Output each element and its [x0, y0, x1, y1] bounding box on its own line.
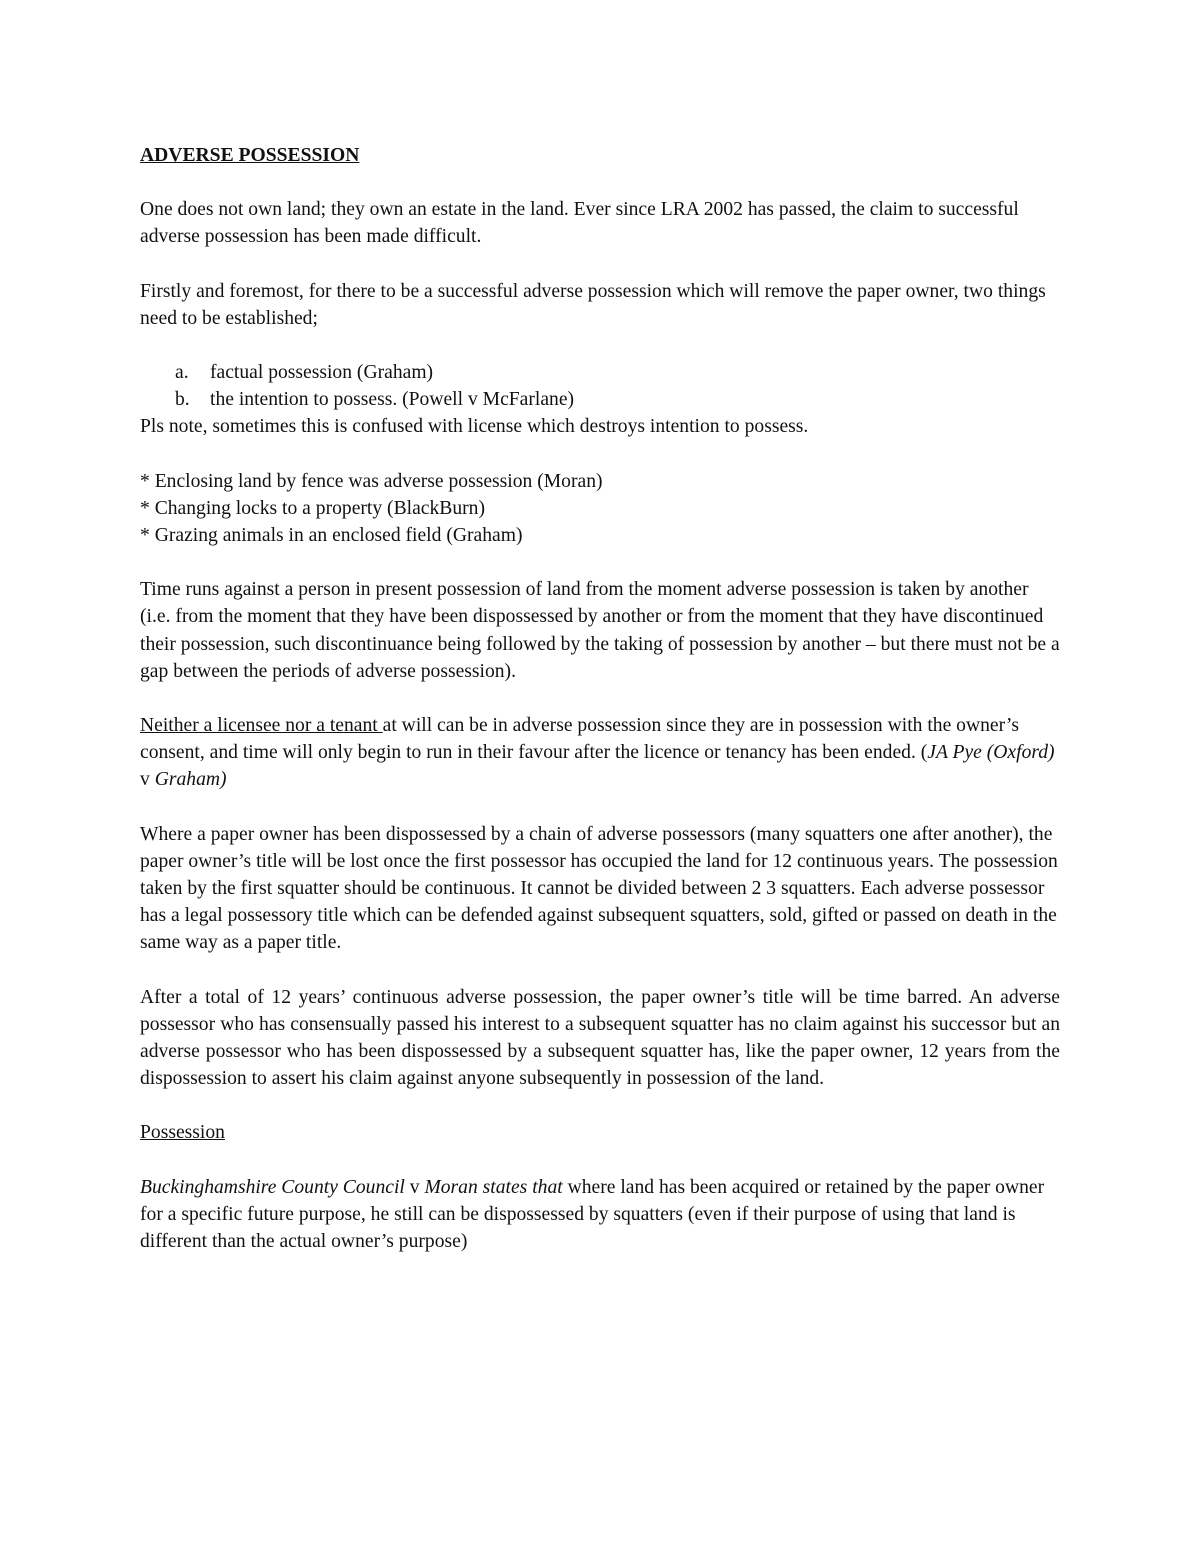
requirements-paragraph: Firstly and foremost, for there to be a successful adverse possession which will remove the paper owner, two things need to be established; [140, 280, 1046, 329]
case-party: Graham) [154, 769, 227, 791]
list-item-text: the intention to possess. (Powell v McFarlane) [210, 389, 575, 411]
list-item-text: factual possession (Graham) [210, 362, 434, 384]
requirements-list [140, 359, 1060, 413]
possession-heading: Possession [140, 1122, 225, 1144]
licensee-underlined-text: Neither a licensee nor a tenant [140, 715, 383, 737]
time-runs-paragraph: Time runs against a person in present possession of land from the moment adverse possession is taken by another (i.e. from the moment that they have been dispossessed by another or from the moment that they have discontinued their possession, such discontinuance being followed by the taking of possession by another – but there must not be a gap between the periods of adverse possession). [140, 579, 1060, 682]
case-name: JA Pye (Oxford) [927, 742, 1055, 764]
moran-text: where land has been acquired or retained by the paper owner for a specific future purpose, he still can be dispossessed by squatters (even if their purpose of using that land is different than the actual owner’s purpose) [140, 1176, 1045, 1253]
case-party: Moran states that [424, 1176, 563, 1198]
intro-paragraph: One does not own land; they own an estate in the land. Ever since LRA 2002 has passed, the claim to successful adverse possession has been made difficult. [140, 199, 1019, 248]
example-item: * Enclosing land by fence was adverse possession (Moran) [140, 470, 603, 492]
examples-list [140, 468, 1060, 550]
chain-paragraph: Where a paper owner has been dispossessed by a chain of adverse possessors (many squatters one after another), the paper owner’s title will be lost once the first possessor has occupied the land for 12 continuous years. The possession taken by the first squatter should be continuous. It cannot be divided between 2 3 squatters. Each adverse possessor has a legal possessory title which can be defended against subsequent squatters, sold, gifted or passed on death in the same way as a paper title. [140, 823, 1058, 954]
licensee-text: at will can be in adverse possession since they are in possession with the owner’s consent, and time will only begin to run in their favour after the licence or tenancy has been ended. ( [140, 715, 1019, 764]
list-marker: b. [175, 389, 190, 411]
versus: v [404, 1176, 425, 1198]
document-page [140, 142, 1060, 1255]
versus: v [140, 769, 155, 791]
document-title: ADVERSE POSSESSION [140, 145, 360, 166]
moran-paragraph [140, 1174, 1060, 1256]
case-name: Buckinghamshire County Council [140, 1176, 405, 1198]
license-note: Pls note, sometimes this is confused with license which destroys intention to possess. [140, 416, 809, 438]
list-item [140, 359, 1060, 386]
list-item [140, 386, 1060, 413]
example-item: * Changing locks to a property (BlackBurn) [140, 497, 485, 519]
licensee-paragraph [140, 712, 1060, 794]
list-marker: a. [175, 362, 189, 384]
time-barred-paragraph: After a total of 12 years’ continuous adverse possession, the paper owner’s title will be time barred. An adverse possessor who has consensually passed his interest to a subsequent squatter has no claim against his successor but an adverse possessor who has been dispossessed by a subsequent squatter has, like the paper owner, 12 years from the dispossession to assert his claim against anyone subsequently in possession of the land. [140, 986, 1060, 1090]
example-item: * Grazing animals in an enclosed field (Graham) [140, 525, 523, 547]
